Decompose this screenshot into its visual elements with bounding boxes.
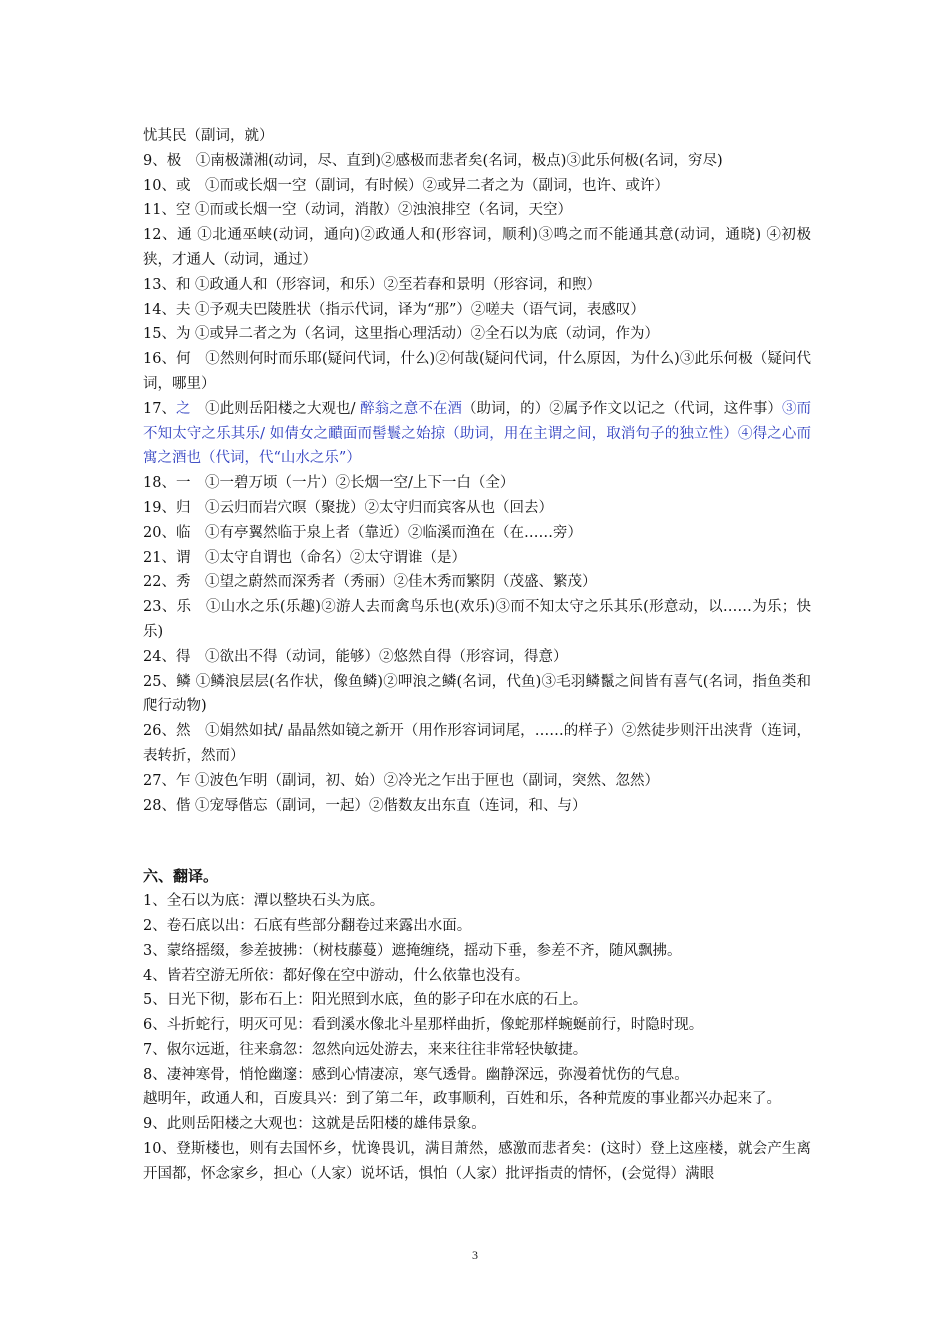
item-17-number: 17、: [143, 400, 177, 417]
item-17-example-b: 醉翁之意不在酒: [355, 400, 462, 417]
vocab-line: 15、为 ①或异二者之为（名词，这里指心理活动）②全石以为底（动词，作为）: [143, 326, 660, 343]
item-17-word: 之: [176, 400, 191, 417]
vocab-line: 23、乐 ①山水之乐(乐趣)②游人去而禽鸟乐也(欢乐)③而不知太守之乐其乐(形意动，以……为乐；快乐): [143, 599, 811, 640]
translation-line: 4、皆若空游无所依：都好像在空中游动，什么依靠也没有。: [143, 967, 530, 984]
translation-line: 3、蒙络摇缀，参差披拂：（树枝藤蔓）遮掩缠绕，摇动下垂，参差不齐，随风飘拂。: [143, 942, 682, 959]
vocab-line: 14、夫 ①予观夫巴陵胜状（指示代词，译为“那”）②嗟夫（语气词，表感叹）: [143, 301, 645, 318]
vocab-line: 20、临 ①有亭翼然临于泉上者（靠近）②临溪而渔在（在……旁）: [143, 524, 582, 541]
vocab-line: 28、偕 ①宠辱偕忘（副词，一起）②偕数友出东直（连词，和、与）: [143, 797, 587, 814]
vocab-line: 21、谓 ①太守自谓也（命名）②太守谓谁（是）: [143, 549, 466, 566]
vocab-line: 忧其民（副词，就）: [143, 128, 274, 144]
translation-line: 越明年，政通人和，百废具兴：到了第二年，政事顺利，百姓和乐，各种荒废的事业都兴办起来了。: [143, 1091, 781, 1108]
vocab-line: 25、鳞 ①鳞浪层层(名作状，像鱼鳞)②呷浪之鳞(名词，代鱼)③毛羽鳞鬣之间皆有喜气(名词，指鱼类和爬行动物): [143, 673, 811, 715]
translation-line: 7、俶尔远逝，往来翕忽：忽然向远处游去，来来往往非常轻快敏捷。: [143, 1041, 588, 1058]
item-17-example-c: （助词，的）②属予作文以记之（代词，这件事）: [461, 400, 782, 417]
vocab-line: 24、得 ①欲出不得（动词，能够）②悠然自得（形容词，得意）: [143, 648, 568, 665]
translation-line: 5、日光下彻，影布石上：阳光照到水底，鱼的影子印在水底的石上。: [143, 992, 588, 1009]
translation-line: 9、此则岳阳楼之大观也：这就是岳阳楼的雄伟景象。: [143, 1116, 486, 1133]
vocab-line: 19、归 ①云归而岩穴暝（聚拢）②太守归而宾客从也（回去）: [143, 499, 553, 516]
vocab-line: 11、空 ①而或长烟一空（动词，消散）②浊浪排空（名词，天空）: [143, 202, 573, 219]
vocab-line: 10、或 ①而或长烟一空（副词，有时候）②或异二者之为（副词，也许、或许）: [143, 177, 669, 194]
vocab-line: 22、秀 ①望之蔚然而深秀者（秀丽）②佳木秀而繁阴（茂盛、繁茂）: [143, 574, 597, 591]
vocab-line: 27、乍 ①波色乍明（副词，初、始）②冷光之乍出于匣也（副词，突然、忽然）: [143, 772, 660, 789]
vocab-line: 18、一 ①一碧万顷（一片）②长烟一空/上下一白（全）: [143, 475, 515, 492]
vocab-line: 16、何 ①然则何时而乐耶(疑问代词，什么)②何哉(疑问代词，什么原因，为什么)③此乐何极（疑问代词，哪里）: [143, 351, 811, 392]
vocab-item-17: [143, 397, 811, 471]
translation-line: 1、全石以为底：潭以整块石头为底。: [143, 893, 385, 910]
vocab-line: 13、和 ①政通人和（形容词，和乐）②至若春和景明（形容词，和煦）: [143, 276, 602, 293]
item-17-example-a: ①此则岳阳楼之大观也/: [190, 400, 356, 417]
page-number: 3: [472, 1248, 478, 1262]
translation-line: 10、登斯楼也，则有去国怀乡，忧谗畏讥，满目萧然，感激而悲者矣：(这时）登上这座楼，就会产生离开国都，怀念家乡，担心（人家）说坏话，惧怕（人家）批评指责的情怀，(会觉得）满眼: [143, 1141, 811, 1182]
translation-line: 6、斗折蛇行，明灭可见：看到溪水像北斗星那样曲折，像蛇那样蜿蜒前行，时隐时现。: [143, 1017, 704, 1034]
section-title: 六、翻译。: [143, 867, 219, 886]
translation-line: 2、卷石底以出：石底有些部分翻卷过来露出水面。: [143, 917, 472, 934]
document-body: [143, 124, 811, 1187]
vocab-line: 9、极 ①南极潇湘(动词，尽、直到)②感极而悲者矣(名词，极点)③此乐何极(名词，穷尽): [143, 152, 723, 169]
item-17-example-d: ③而不知太守之乐其乐/ 如倩女之靧面而髻鬟之始掠（助词，用在主谓之间，取消句子的独立性）④得之心而寓之酒也（代词，代“山水之乐”）: [143, 400, 812, 467]
vocab-line: 26、然 ①娟然如拭/ 晶晶然如镜之新开（用作形容词词尾，……的样子）②然徒步则汗出浃背（连词，表转折，然而）: [143, 723, 811, 764]
translation-line: 8、凄神寒骨，悄怆幽邃：感到心情凄凉，寒气透骨。幽静深远，弥漫着忧伤的气息。: [143, 1066, 689, 1083]
vocab-line: 12、通 ①北通巫峡(动词，通向)②政通人和(形容词，顺利)③鸣之而不能通其意(动词，通晓) ④初极狭，才通人（动词，通过）: [143, 227, 811, 268]
